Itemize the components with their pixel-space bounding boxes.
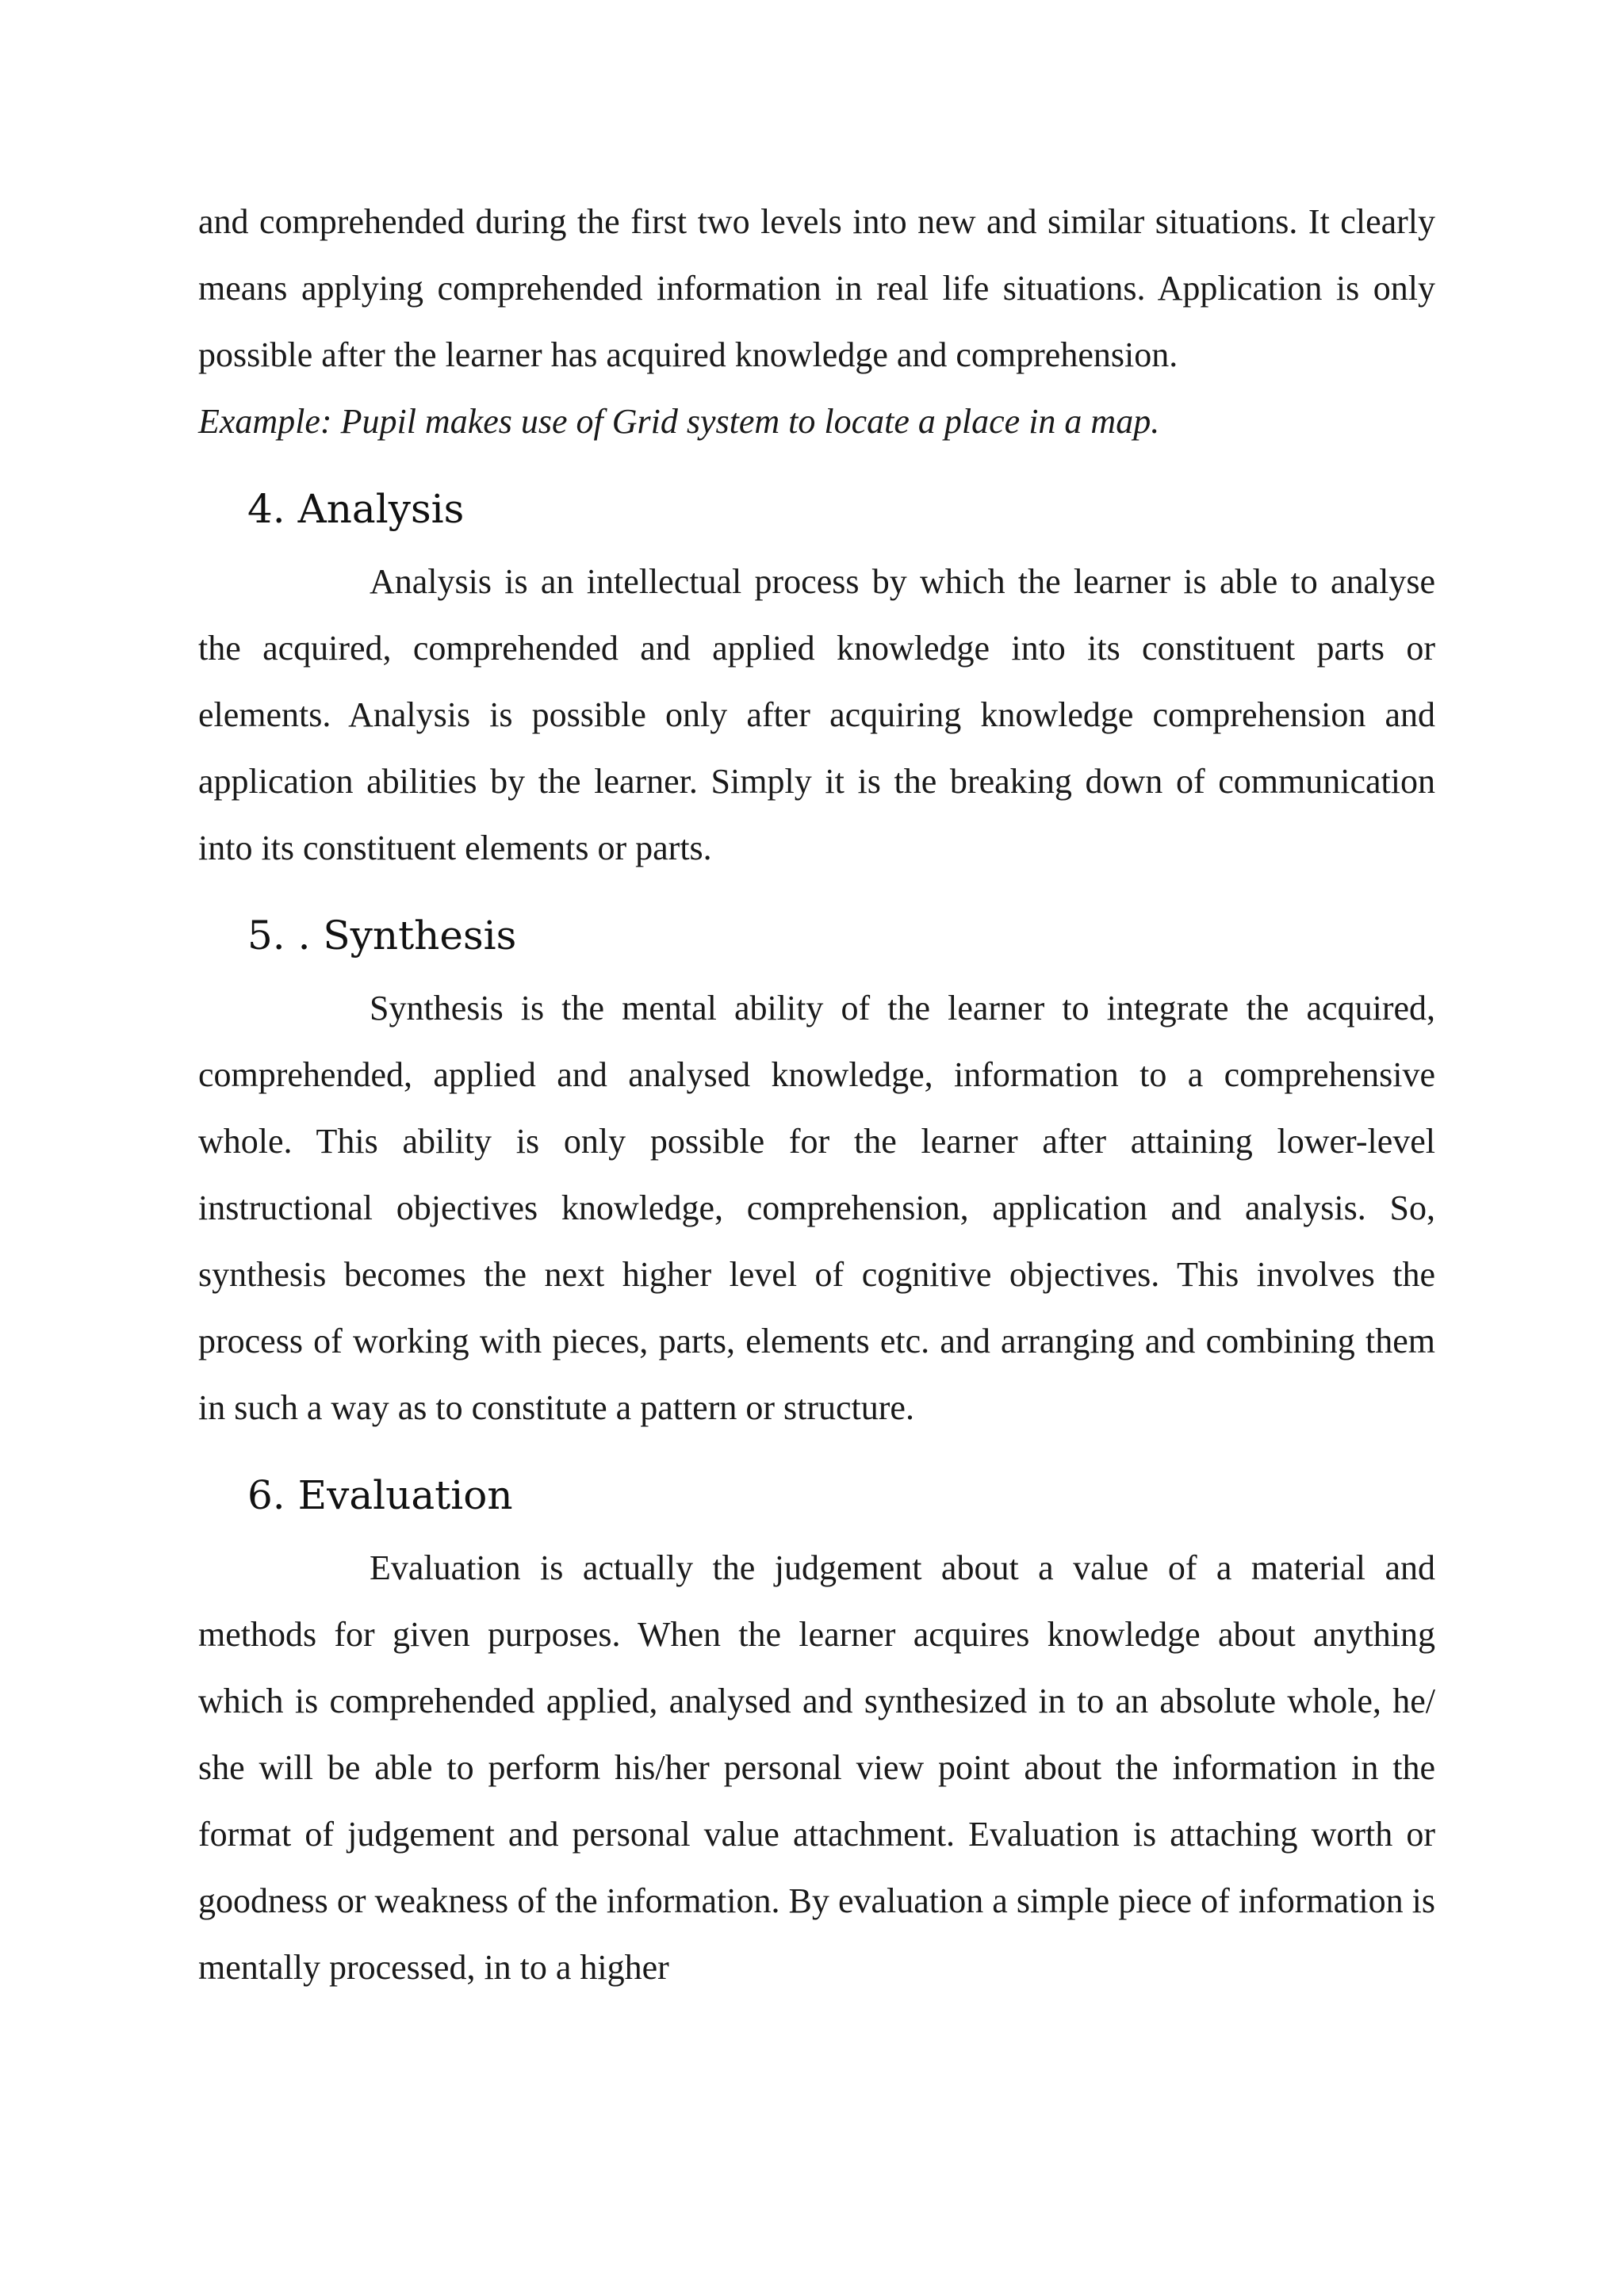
- section-heading-evaluation: 6. Evaluation: [247, 1472, 513, 1518]
- section-body-synthesis: Synthesis is the mental ability of the learner to integrate the acquired, comprehended, applied and analysed knowledge, information to a comprehensive whole. This ability is only possible for the learner after attaining lower-level instructional objectives knowledge, comprehension, application and analysis. So, synthesis becomes the next higher level of cognitive objectives. This involves the process of working with pieces, parts, elements etc. and arranging and combining them in such a way as to constitute a pattern or structure.: [198, 989, 1435, 1427]
- page-content: [198, 189, 1435, 2001]
- section-heading-analysis: 4. Analysis: [247, 486, 465, 532]
- section-heading-synthesis: 5. . Synthesis: [247, 913, 517, 959]
- section-body-analysis: Analysis is an intellectual process by which the learner is able to analyse the acquired, comprehended and applied knowledge into its constituent parts or elements. Analysis is possible only after acquiring knowledge comprehension and application abilities by the learner. Simply it is the breaking down of communication into its constituent elements or parts.: [198, 562, 1435, 867]
- intro-paragraph: and comprehended during the first two levels into new and similar situations. It clearly means applying comprehended information in real life situations. Application is only possible after the learner has acquired knowledge and comprehension.: [198, 202, 1435, 374]
- example-text: Example: Pupil makes use of Grid system to locate a place in a map.: [198, 402, 1160, 441]
- section-body-evaluation: Evaluation is actually the judgement about a value of a material and methods for given purposes. When the learner acquires knowledge about anything which is comprehended applied, analysed and synthesized in to an absolute whole, he/ she will be able to perform his/her personal view point about the information in the format of judgement and personal value attachment. Evaluation is attaching worth or goodness or weakness of the information. By evaluation a simple piece of information is mentally processed, in to a higher: [198, 1548, 1435, 1987]
